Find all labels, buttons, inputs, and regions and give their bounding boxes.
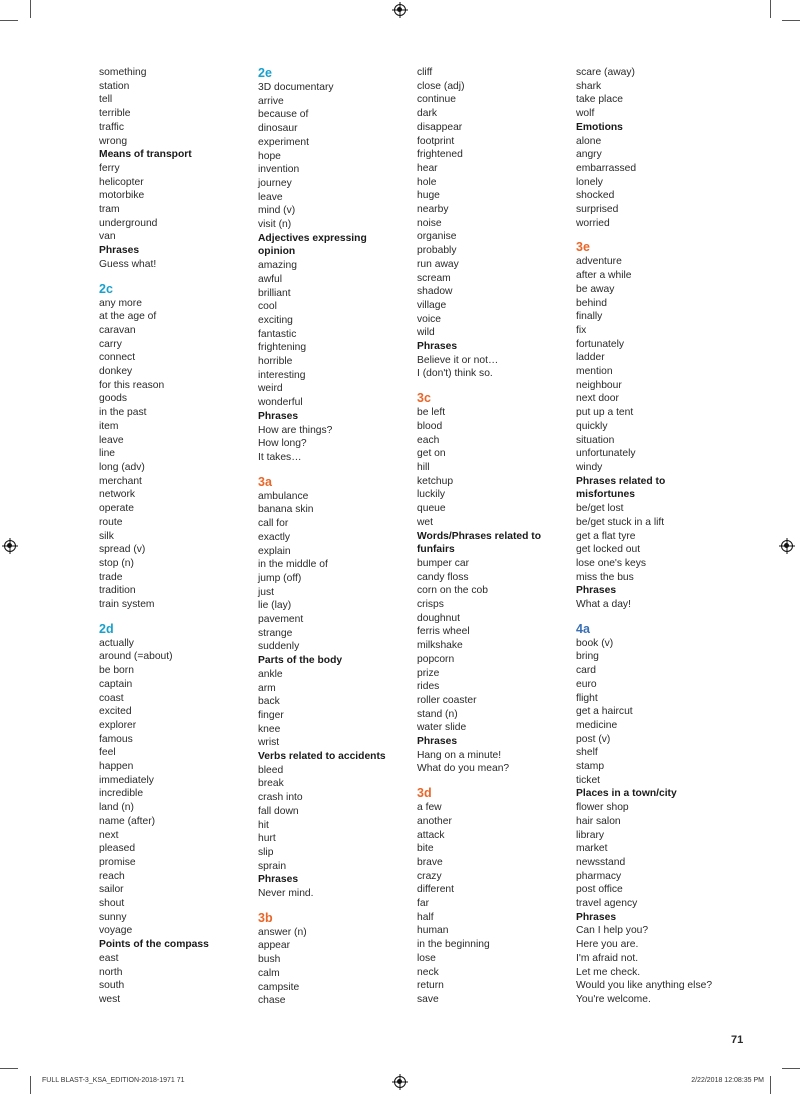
vocabulary-item: Here you are. xyxy=(576,939,639,951)
vocabulary-item: another xyxy=(417,815,452,827)
vocabulary-item: situation xyxy=(576,434,615,446)
vocabulary-item: strange xyxy=(258,627,293,639)
vocabulary-item: next xyxy=(99,829,119,841)
vocabulary-item: be left xyxy=(417,407,446,419)
vocabulary-item: back xyxy=(258,696,280,708)
vocabulary-item: post (v) xyxy=(576,733,611,745)
vocabulary-item: far xyxy=(417,898,430,910)
vocabulary-item: different xyxy=(417,884,455,896)
vocabulary-item: ticket xyxy=(576,774,601,786)
vocabulary-item: incredible xyxy=(99,788,144,800)
unit-heading: 3a xyxy=(258,474,272,489)
vocabulary-item: experiment xyxy=(258,136,309,148)
vocabulary-item: nearby xyxy=(417,204,449,216)
vocabulary-item: goods xyxy=(99,393,128,405)
category-heading: Phrases xyxy=(99,245,140,257)
vocabulary-item: ambulance xyxy=(258,490,309,502)
section-spacer xyxy=(258,465,418,475)
vocabulary-item: traffic xyxy=(99,121,124,133)
vocabulary-item: knee xyxy=(258,723,281,735)
vocabulary-item: excited xyxy=(99,706,132,718)
vocabulary-item: dark xyxy=(417,108,438,120)
vocabulary-item: shocked xyxy=(576,190,615,202)
vocabulary-item: leave xyxy=(99,434,124,446)
vocabulary-item: Believe it or not… xyxy=(417,354,499,366)
crop-mark xyxy=(0,1068,18,1069)
vocabulary-item: euro xyxy=(576,678,597,690)
word-list-column-2 xyxy=(258,66,418,1008)
vocabulary-item: hear xyxy=(417,162,438,174)
vocabulary-item: sailor xyxy=(99,884,124,896)
section-spacer xyxy=(258,901,418,911)
vocabulary-item: huge xyxy=(417,190,440,202)
vocabulary-item: reach xyxy=(99,870,125,882)
vocabulary-item: roller coaster xyxy=(417,694,477,706)
vocabulary-item: carry xyxy=(99,338,122,350)
vocabulary-item: probably xyxy=(417,245,457,257)
category-heading: Emotions xyxy=(576,121,623,133)
vocabulary-item: exciting xyxy=(258,314,293,326)
vocabulary-item: underground xyxy=(99,217,158,229)
vocabulary-item: village xyxy=(417,299,447,311)
vocabulary-item: run away xyxy=(417,258,459,270)
vocabulary-item: Hang on a minute! xyxy=(417,749,502,761)
vocabulary-item: cliff xyxy=(417,67,433,78)
vocabulary-item: network xyxy=(99,489,136,501)
vocabulary-item: tradition xyxy=(99,585,136,597)
vocabulary-item: Can I help you? xyxy=(576,925,649,937)
vocabulary-item: get on xyxy=(417,448,446,460)
vocabulary-item: wrong xyxy=(99,135,128,147)
vocabulary-item: prize xyxy=(417,667,440,679)
vocabulary-item: bumper car xyxy=(417,557,470,569)
vocabulary-item: call for xyxy=(258,518,289,530)
vocabulary-item: flight xyxy=(576,692,598,704)
vocabulary-item: shark xyxy=(576,80,602,92)
vocabulary-item: You're welcome. xyxy=(576,994,651,1005)
vocabulary-item: exactly xyxy=(258,531,291,543)
vocabulary-item: fall down xyxy=(258,805,299,817)
unit-heading: 4a xyxy=(576,621,590,636)
vocabulary-item: helicopter xyxy=(99,176,144,188)
vocabulary-item: silk xyxy=(99,530,114,542)
vocabulary-item: explain xyxy=(258,545,291,557)
vocabulary-item: wild xyxy=(417,327,435,339)
vocabulary-item: immediately xyxy=(99,774,154,786)
category-heading: Words/Phrases related to xyxy=(417,530,541,542)
vocabulary-item: donkey xyxy=(99,366,133,378)
vocabulary-item: medicine xyxy=(576,719,618,731)
vocabulary-item: bite xyxy=(417,843,434,855)
vocabulary-item: travel agency xyxy=(576,898,638,910)
vocabulary-item: luckily xyxy=(417,489,446,501)
vocabulary-item: How are things? xyxy=(258,424,333,436)
vocabulary-item: name (after) xyxy=(99,815,156,827)
section-spacer xyxy=(99,612,259,622)
vocabulary-item: line xyxy=(99,448,116,460)
vocabulary-item: hill xyxy=(417,461,430,473)
vocabulary-item: jump (off) xyxy=(258,572,302,584)
crop-mark xyxy=(782,1068,800,1069)
vocabulary-item: organise xyxy=(417,231,457,243)
vocabulary-item: north xyxy=(99,966,123,978)
vocabulary-item: arrive xyxy=(258,95,284,107)
vocabulary-item: voyage xyxy=(99,925,133,937)
vocabulary-item: wolf xyxy=(576,108,595,120)
vocabulary-item: route xyxy=(99,516,123,528)
unit-heading: 2d xyxy=(99,621,114,636)
vocabulary-item: Would you like anything else? xyxy=(576,980,713,992)
print-slug-left: FULL BLAST-3_KSA_EDITION-2018-1971 71 xyxy=(42,1077,185,1084)
vocabulary-item: close (adj) xyxy=(417,80,465,92)
vocabulary-item: Guess what! xyxy=(99,258,157,270)
vocabulary-item: chase xyxy=(258,995,286,1007)
vocabulary-item: take place xyxy=(576,94,623,106)
vocabulary-item: fortunately xyxy=(576,338,625,350)
vocabulary-item: scream xyxy=(417,272,451,284)
vocabulary-item: be/get stuck in a lift xyxy=(576,516,665,528)
vocabulary-item: bring xyxy=(576,651,599,663)
vocabulary-item: crisps xyxy=(417,599,444,611)
vocabulary-item: noise xyxy=(417,217,442,229)
category-heading: Means of transport xyxy=(99,149,192,161)
page-number: 71 xyxy=(731,1034,744,1046)
vocabulary-item: library xyxy=(576,829,605,841)
vocabulary-item: ketchup xyxy=(417,475,454,487)
crop-mark xyxy=(30,0,31,18)
vocabulary-item: miss the bus xyxy=(576,571,634,583)
vocabulary-item: wonderful xyxy=(258,397,303,409)
vocabulary-item: scare (away) xyxy=(576,67,635,78)
vocabulary-item: frightening xyxy=(258,342,307,354)
vocabulary-item: visit (n) xyxy=(258,219,292,231)
vocabulary-item: arm xyxy=(258,682,276,694)
vocabulary-item: How long? xyxy=(258,438,307,450)
vocabulary-item: just xyxy=(258,586,275,598)
vocabulary-item: crash into xyxy=(258,792,303,804)
vocabulary-item: hurt xyxy=(258,833,276,845)
vocabulary-item: van xyxy=(99,231,116,243)
crop-mark xyxy=(770,1076,771,1094)
vocabulary-item: flower shop xyxy=(576,802,629,814)
vocabulary-item: mind (v) xyxy=(258,205,296,217)
vocabulary-item: land (n) xyxy=(99,802,134,814)
category-heading: Phrases xyxy=(417,341,458,353)
vocabulary-item: ankle xyxy=(258,668,283,680)
vocabulary-item: candy floss xyxy=(417,571,469,583)
vocabulary-item: quickly xyxy=(576,420,608,432)
vocabulary-item: operate xyxy=(99,503,134,515)
vocabulary-item: 3D documentary xyxy=(258,82,334,93)
vocabulary-item: east xyxy=(99,952,119,964)
category-heading: Phrases related to xyxy=(576,475,666,487)
unit-heading: 2c xyxy=(99,281,113,296)
vocabulary-item: pavement xyxy=(258,614,304,626)
category-heading: Adjectives expressing xyxy=(258,232,367,244)
vocabulary-item: coast xyxy=(99,692,124,704)
vocabulary-item: stamp xyxy=(576,761,605,773)
vocabulary-item: get a flat tyre xyxy=(576,530,636,542)
vocabulary-item: finger xyxy=(258,709,284,721)
vocabulary-item: continue xyxy=(417,94,456,106)
vocabulary-item: something xyxy=(99,67,147,78)
vocabulary-item: Never mind. xyxy=(258,888,314,900)
vocabulary-item: connect xyxy=(99,352,136,364)
vocabulary-item: stand (n) xyxy=(417,708,458,720)
word-list-column-3 xyxy=(417,66,577,1007)
word-list-column-4 xyxy=(576,66,736,1007)
category-heading: Phrases xyxy=(258,874,299,886)
vocabulary-item: answer (n) xyxy=(258,926,307,938)
vocabulary-item: finally xyxy=(576,311,603,323)
vocabulary-item: happen xyxy=(99,761,134,773)
section-spacer xyxy=(417,776,577,786)
vocabulary-item: stop (n) xyxy=(99,557,134,569)
vocabulary-item: weird xyxy=(258,383,283,395)
vocabulary-item: brave xyxy=(417,856,443,868)
vocabulary-item: any more xyxy=(99,297,142,309)
vocabulary-item: return xyxy=(417,980,444,992)
vocabulary-item: voice xyxy=(417,313,442,325)
crop-mark xyxy=(0,20,18,21)
vocabulary-item: queue xyxy=(417,503,446,515)
vocabulary-item: campsite xyxy=(258,981,300,993)
vocabulary-item: leave xyxy=(258,191,283,203)
vocabulary-item: captain xyxy=(99,678,133,690)
vocabulary-item: wrist xyxy=(258,737,280,749)
vocabulary-item: journey xyxy=(258,177,292,189)
vocabulary-item: get locked out xyxy=(576,544,641,556)
vocabulary-item: be born xyxy=(99,665,134,677)
vocabulary-item: awful xyxy=(258,273,283,285)
word-list-column-1 xyxy=(99,66,259,1007)
vocabulary-item: lose one's keys xyxy=(576,557,647,569)
category-heading: Points of the compass xyxy=(99,939,209,951)
vocabulary-item: put up a tent xyxy=(576,407,634,419)
vocabulary-item: interesting xyxy=(258,369,306,381)
vocabulary-item: neighbour xyxy=(576,379,622,391)
vocabulary-item: ferry xyxy=(99,162,120,174)
category-heading: Verbs related to accidents xyxy=(258,751,386,763)
vocabulary-item: dinosaur xyxy=(258,123,298,135)
vocabulary-item: hit xyxy=(258,819,269,831)
category-heading: opinion xyxy=(258,246,296,258)
category-heading: Phrases xyxy=(258,410,299,422)
vocabulary-item: promise xyxy=(99,856,136,868)
vocabulary-item: bleed xyxy=(258,764,284,776)
vocabulary-item: get a haircut xyxy=(576,706,633,718)
vocabulary-item: embarrassed xyxy=(576,162,637,174)
vocabulary-item: newsstand xyxy=(576,856,626,868)
vocabulary-item: famous xyxy=(99,733,133,745)
unit-heading: 3b xyxy=(258,910,273,925)
vocabulary-item: cool xyxy=(258,301,277,313)
vocabulary-item: for this reason xyxy=(99,379,165,391)
vocabulary-item: shelf xyxy=(576,747,598,759)
vocabulary-item: adventure xyxy=(576,256,622,268)
section-spacer xyxy=(99,272,259,282)
vocabulary-item: I (don't) think so. xyxy=(417,368,493,380)
category-heading: Phrases xyxy=(576,585,617,597)
vocabulary-item: explorer xyxy=(99,719,137,731)
vocabulary-item: pharmacy xyxy=(576,870,622,882)
registration-mark-icon xyxy=(781,540,793,552)
vocabulary-item: surprised xyxy=(576,204,619,216)
unit-heading: 3c xyxy=(417,391,431,406)
vocabulary-item: terrible xyxy=(99,108,131,120)
vocabulary-item: disappear xyxy=(417,121,463,133)
vocabulary-item: lose xyxy=(417,952,436,964)
vocabulary-item: invention xyxy=(258,164,300,176)
crop-mark xyxy=(782,20,800,21)
vocabulary-item: motorbike xyxy=(99,190,145,202)
vocabulary-item: in the middle of xyxy=(258,559,328,571)
vocabulary-item: post office xyxy=(576,884,623,896)
section-spacer xyxy=(576,230,736,240)
vocabulary-item: alone xyxy=(576,135,602,147)
vocabulary-item: next door xyxy=(576,393,619,405)
category-heading: misfortunes xyxy=(576,489,635,501)
category-heading: Parts of the body xyxy=(258,655,343,667)
vocabulary-item: banana skin xyxy=(258,504,314,516)
vocabulary-item: actually xyxy=(99,637,134,649)
crop-mark xyxy=(30,1076,31,1094)
vocabulary-item: pleased xyxy=(99,843,136,855)
vocabulary-item: footprint xyxy=(417,135,455,147)
vocabulary-item: wet xyxy=(417,516,434,528)
vocabulary-item: tell xyxy=(99,94,113,106)
crop-mark xyxy=(770,0,771,18)
category-heading: funfairs xyxy=(417,544,455,556)
vocabulary-item: fix xyxy=(576,324,587,336)
vocabulary-item: in the beginning xyxy=(417,939,490,951)
vocabulary-item: windy xyxy=(576,461,603,473)
vocabulary-item: It takes… xyxy=(258,451,302,463)
vocabulary-item: each xyxy=(417,434,440,446)
vocabulary-item: ladder xyxy=(576,352,605,364)
section-spacer xyxy=(576,612,736,622)
vocabulary-item: mention xyxy=(576,366,613,378)
vocabulary-item: lie (lay) xyxy=(258,600,292,612)
vocabulary-item: be/get lost xyxy=(576,503,624,515)
vocabulary-item: because of xyxy=(258,109,309,121)
vocabulary-item: worried xyxy=(576,217,610,229)
vocabulary-item: merchant xyxy=(99,475,142,487)
vocabulary-item: behind xyxy=(576,297,607,309)
vocabulary-item: corn on the cob xyxy=(417,585,488,597)
vocabulary-item: be away xyxy=(576,283,615,295)
vocabulary-item: sunny xyxy=(99,911,127,923)
vocabulary-item: shout xyxy=(99,898,125,910)
vocabulary-item: lonely xyxy=(576,176,603,188)
vocabulary-item: What a day! xyxy=(576,599,631,611)
vocabulary-item: I'm afraid not. xyxy=(576,952,639,964)
vocabulary-item: around (=about) xyxy=(99,651,173,663)
vocabulary-item: bush xyxy=(258,954,281,966)
registration-mark-icon xyxy=(4,540,16,552)
vocabulary-item: south xyxy=(99,980,125,992)
unit-heading: 2e xyxy=(258,66,272,80)
vocabulary-item: doughnut xyxy=(417,612,460,624)
vocabulary-item: trade xyxy=(99,571,123,583)
vocabulary-item: card xyxy=(576,665,597,677)
print-slug-right: 2/22/2018 12:08:35 PM xyxy=(691,1077,764,1084)
vocabulary-item: long (adv) xyxy=(99,461,145,473)
vocabulary-item: rides xyxy=(417,681,440,693)
vocabulary-item: attack xyxy=(417,829,445,841)
vocabulary-item: crazy xyxy=(417,870,442,882)
vocabulary-item: at the age of xyxy=(99,311,157,323)
vocabulary-item: train system xyxy=(99,599,155,611)
vocabulary-item: market xyxy=(576,843,608,855)
vocabulary-item: sprain xyxy=(258,860,287,872)
vocabulary-item: horrible xyxy=(258,356,293,368)
unit-heading: 3d xyxy=(417,786,432,801)
vocabulary-item: neck xyxy=(417,966,439,978)
vocabulary-item: a few xyxy=(417,802,442,814)
vocabulary-item: human xyxy=(417,925,449,937)
category-heading: Phrases xyxy=(576,911,617,923)
unit-heading: 3e xyxy=(576,240,590,255)
vocabulary-item: save xyxy=(417,994,439,1005)
vocabulary-item: feel xyxy=(99,747,116,759)
vocabulary-item: hair salon xyxy=(576,815,621,827)
vocabulary-item: milkshake xyxy=(417,640,463,652)
vocabulary-item: item xyxy=(99,420,119,432)
vocabulary-item: blood xyxy=(417,420,443,432)
vocabulary-item: appear xyxy=(258,940,291,952)
vocabulary-item: shadow xyxy=(417,286,453,298)
vocabulary-item: hope xyxy=(258,150,281,162)
vocabulary-item: What do you mean? xyxy=(417,763,510,775)
vocabulary-item: suddenly xyxy=(258,641,300,653)
vocabulary-item: calm xyxy=(258,967,280,979)
category-heading: Places in a town/city xyxy=(576,788,677,800)
vocabulary-item: unfortunately xyxy=(576,448,636,460)
vocabulary-item: brilliant xyxy=(258,287,291,299)
vocabulary-item: ferris wheel xyxy=(417,626,470,638)
vocabulary-item: spread (v) xyxy=(99,544,146,556)
vocabulary-item: slip xyxy=(258,846,274,858)
category-heading: Phrases xyxy=(417,736,458,748)
vocabulary-item: amazing xyxy=(258,260,297,272)
vocabulary-item: after a while xyxy=(576,270,632,282)
vocabulary-item: Let me check. xyxy=(576,966,641,978)
vocabulary-item: book (v) xyxy=(576,637,614,649)
vocabulary-item: popcorn xyxy=(417,653,455,665)
vocabulary-item: frightened xyxy=(417,149,463,161)
vocabulary-item: fantastic xyxy=(258,328,297,340)
vocabulary-item: hole xyxy=(417,176,437,188)
vocabulary-item: water slide xyxy=(417,722,467,734)
vocabulary-item: angry xyxy=(576,149,602,161)
vocabulary-item: in the past xyxy=(99,407,147,419)
registration-mark-icon xyxy=(394,4,406,16)
vocabulary-item: half xyxy=(417,911,434,923)
registration-mark-icon xyxy=(394,1076,406,1088)
vocabulary-item: caravan xyxy=(99,324,136,336)
section-spacer xyxy=(417,381,577,391)
vocabulary-item: break xyxy=(258,778,284,790)
vocabulary-item: station xyxy=(99,80,130,92)
vocabulary-item: tram xyxy=(99,204,120,216)
vocabulary-item: west xyxy=(99,994,121,1005)
